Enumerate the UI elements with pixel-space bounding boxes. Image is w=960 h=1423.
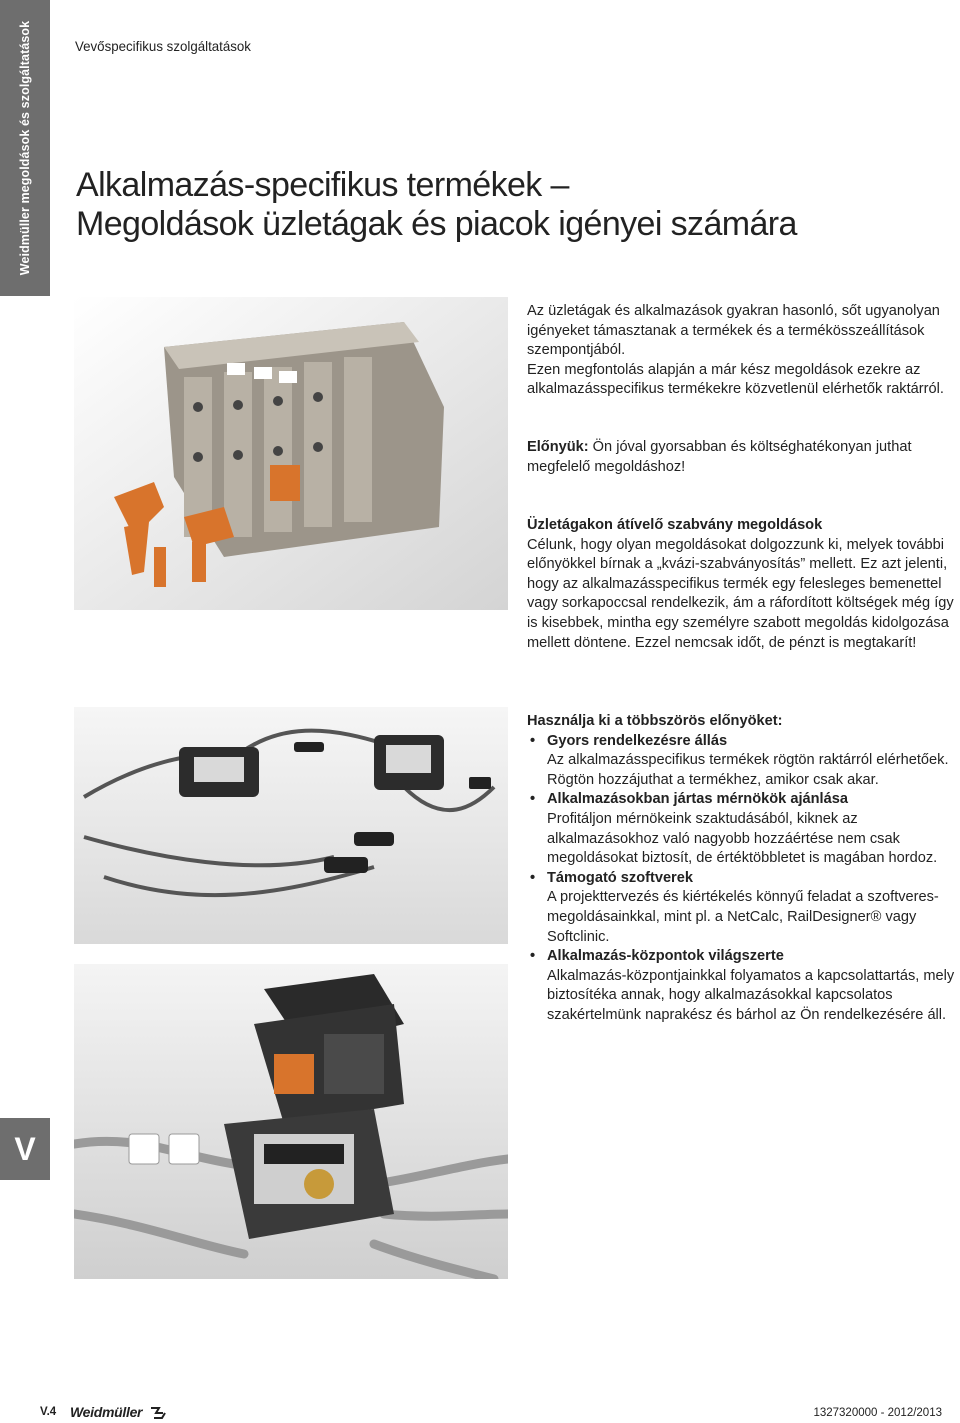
- page-title-line1: Alkalmazás-specifikus termékek –: [76, 166, 569, 204]
- advantages-section: [527, 712, 957, 1026]
- standard-solutions-body: Célunk, hogy olyan megoldásokat dolgozzunk ki, melyek további előnyökkel bírnak a „kvázi-szabványosítás” mellett. Ez azt jelenti, hogy az alkalmazásspecifikus termék egy felesleges bemenettel vagy sorkapoccsal rendelkezik, ám a ráfordított költségek még így is kisebbek, mintha egy személyre szabott megoldás kidolgozása mellett döntene. Ezzel nemcsak időt, de pénzt is megtakarít!: [527, 536, 954, 651]
- advantage-title: • Alkalmazás-központok világszerte: [547, 948, 784, 965]
- document-code: 1327320000 - 2012/2013: [813, 1407, 942, 1419]
- page-number: V.4: [40, 1406, 57, 1418]
- advantage-text: Alkalmazás-központjainkkal folyamatos a kapcsolattartás, mely biztosítéka annak, hogy alkalmazásokkal kapcsolatos szakértelmünk naprakész és bárhol az Ön rendelkezésére áll.: [547, 967, 955, 1023]
- advantage-title: • Támogató szoftverek: [547, 869, 693, 886]
- brand-logo: Weidmüller: [70, 1404, 143, 1420]
- advantage-text: A projekttervezés és kiértékelés könnyű feladat a szoftveres-megoldásainkkal, mint pl. a NetCalc, RailDesigner® vagy Softclinic.: [547, 889, 939, 945]
- page-footer: [0, 1404, 960, 1423]
- intro-paragraph-1: Az üzletágak és alkalmazások gyakran hasonló, sőt ugyanolyan igényeket támasztanak a termékek és a termékösszeállítások szempontjából.: [527, 303, 940, 359]
- junction-box-photo: [74, 964, 508, 1279]
- advantage-text: Az alkalmazásspecifikus termékek rögtön raktárról elérhetőek. Rögtön hozzájuthat a termékhez, amikor csak akar.: [547, 752, 949, 788]
- sidebar-section-label: Weidmüller megoldások és szolgáltatások: [18, 20, 32, 276]
- benefits-body: Ön jóval gyorsabban és költséghatékonyan juthat megfelelő megoldáshoz!: [527, 439, 912, 475]
- intro-text: [527, 302, 957, 400]
- standard-solutions-heading: Üzletágakon átívelő szabvány megoldások: [527, 517, 823, 533]
- advantage-title: • Alkalmazásokban jártas mérnökök ajánlása: [547, 791, 848, 808]
- advantage-text: Profitáljon mérnökeink szaktudásából, kiknek az alkalmazásokhoz való nagyobb hozzáértése nem csak megoldásokat biztosít, de értéktöbbletet is magában hordoz.: [547, 810, 938, 867]
- weidmuller-logo-icon: [150, 1406, 168, 1420]
- page-title: [76, 166, 797, 244]
- page-title-line2: Megoldások üzletágak és piacok igényei számára: [76, 205, 797, 243]
- header-label: Vevőspecifikus szolgáltatások: [75, 38, 251, 54]
- list-item: [527, 869, 957, 947]
- benefits-text: [527, 438, 957, 477]
- standard-solutions-section: [527, 516, 957, 653]
- advantages-heading: Használja ki a többszörös előnyöket:: [527, 713, 783, 729]
- cable-connector-photo: [74, 707, 508, 944]
- list-item: [527, 790, 957, 868]
- chapter-letter-tab: V: [0, 1118, 50, 1180]
- advantages-list: [527, 732, 957, 1026]
- list-item: [527, 732, 957, 791]
- benefits-label: Előnyük:: [527, 439, 589, 455]
- list-item: [527, 947, 957, 1025]
- sidebar-section-tab: [0, 0, 50, 296]
- advantage-title: • Gyors rendelkezésre állás: [547, 732, 728, 749]
- terminal-blocks-photo: [74, 297, 508, 610]
- intro-paragraph-2: Ezen megfontolás alapján a már kész megoldások ezekre az alkalmazásspecifikus termékekre közvetlenül elérhetők raktárról.: [527, 361, 944, 398]
